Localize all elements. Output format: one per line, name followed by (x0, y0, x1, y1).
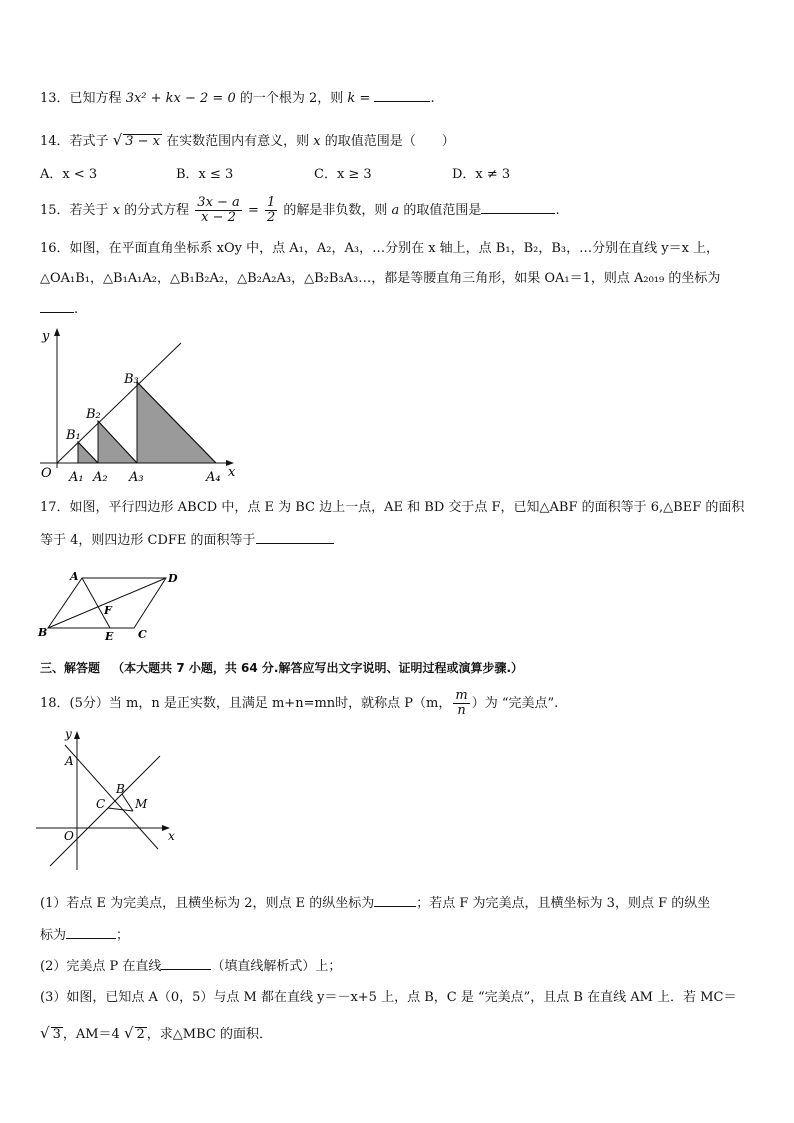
q18-frac-num: m (455, 688, 468, 703)
q15-eq: = (243, 203, 263, 218)
q15-mid: 的分式方程 (120, 203, 194, 218)
q15-suffix2: 的取值范围是 (399, 203, 482, 218)
q18-p1a: (1）若点 E 为完美点，且横坐标为 2，则点 E 的纵坐标为 (40, 896, 375, 911)
q15-frac-den: x − 2 (201, 210, 236, 225)
segment-cm (108, 808, 133, 811)
fig18-label-c: C (96, 797, 106, 811)
q14-option-b[interactable]: B．x ≤ 3 (176, 167, 234, 182)
q15-rhs-den: 2 (266, 210, 276, 225)
q18-p1-blank-e[interactable] (374, 894, 416, 907)
q18-part3-line1: (3）如图，已知点 A（0，5）与点 M 都在直线 y＝－x+5 上，点 B，C 是 “完美点”，且点 B 在直线 AM 上．若 MC＝ (40, 990, 737, 1005)
q15-var2: a (391, 203, 400, 218)
q18-p2-blank[interactable] (161, 957, 211, 970)
q14-prefix: 14．若式子 (40, 134, 113, 149)
q14-suffix2: 的取值范围是（ ） (320, 134, 455, 149)
q18-p2a: (2）完美点 P 在直线 (40, 959, 162, 974)
q13-mid: 的一个根为 2，则 (235, 91, 348, 106)
sqrt-symbol: √ (40, 1024, 50, 1042)
sqrt-symbol: √ (123, 1024, 134, 1042)
q13-var: k (347, 91, 356, 106)
fig17-label-f: F (104, 604, 112, 617)
q14-option-d[interactable]: D．x ≠ 3 (452, 167, 511, 182)
q18-p3-radicand-1: 3 (52, 1027, 61, 1042)
question-17-line1: 17．如图，平行四边形 ABCD 中，点 E 为 BC 边上一点，AE 和 BD 交于点 F，已知△ABF 的面积等于 6,△BEF 的面积 (40, 500, 745, 515)
q18-part3-line2 (40, 1024, 272, 1044)
question-16-line2: △OA₁B₁，△B₁A₁A₂，△B₁B₂A₂，△B₂A₂A₃，△B₂B₃A₃…，都是等腰直角三角形，如果 OA₁＝1，则点 A₂₀₁₉ 的坐标为 (40, 271, 721, 286)
q18-p1d: ； (116, 928, 130, 943)
fig16-label-b3: B₃ (124, 372, 139, 387)
fig16-label-y: y (42, 329, 50, 344)
q14-suffix: 在实数范围内有意义，则 (162, 134, 314, 149)
fig18-label-b: B (116, 782, 125, 796)
q14-option-a[interactable]: A．x < 3 (40, 167, 98, 182)
fig16-label-a1: A₁ (69, 470, 84, 485)
fig16-label-b1: B₁ (66, 428, 81, 443)
q18-p3-radicand-2: 2 (136, 1027, 145, 1042)
section-3-title: 三、解答题 (40, 661, 101, 675)
q14-var: x (313, 134, 321, 149)
q18-prefix: 18．(5分）当 m，n 是正实数，且满足 m+n=mn时，就称点 P（m， (40, 696, 452, 711)
q18-p2b: （填直线解析式）上； (211, 959, 342, 974)
q13-eq: = (355, 91, 375, 106)
q18-p1b: ；若点 F 为完美点，且横坐标为 3，则点 F 的纵坐 (416, 896, 711, 911)
q15-rhs-num: 1 (266, 195, 276, 210)
fig17-label-b: B (38, 626, 48, 639)
q13-equation: 3x² + kx − 2 = 0 (125, 91, 236, 106)
fig16-label-a3: A₃ (129, 470, 144, 485)
q18-part1-line1 (40, 894, 710, 913)
y-axis-arrow (74, 731, 80, 739)
q18-part2 (40, 957, 341, 976)
q14-radicand: 3 − x (125, 134, 161, 149)
fig16-label-o: O (41, 466, 52, 481)
q18-suffix: ）为 “完美点”. (471, 696, 559, 711)
q16-end: . (74, 302, 79, 317)
q14-option-c[interactable]: C．x ≥ 3 (314, 167, 372, 182)
question-16-line1: 16．如图，在平面直角坐标系 xOy 中，点 A₁，A₂，A₃，…分别在 x 轴上，点 B₁，B₂，B₃，…分别在直线 y＝x 上， (40, 241, 720, 256)
q13-prefix: 13．已知方程 (40, 91, 126, 106)
fig16-label-x: x (228, 465, 236, 480)
fig17-label-e: E (105, 630, 114, 643)
fig17-label-c: C (138, 628, 147, 641)
q18-frac-den: n (457, 703, 466, 718)
line-through-origin (50, 756, 160, 866)
fig18-label-y: y (65, 727, 72, 741)
q18-p1-blank-f[interactable] (66, 926, 116, 939)
section-3-note: （本大题共 7 小题，共 64 分.解答应写出文字说明、证明过程或演算步骤.） (112, 661, 524, 675)
fig18-label-a: A (65, 754, 74, 768)
q15-frac-num: 3x − a (197, 195, 240, 210)
q15-end: . (555, 203, 560, 218)
q18-p3c: ，求△MBC 的面积． (146, 1027, 272, 1042)
q18-p1c: 标为 (40, 928, 67, 943)
segment-bm (122, 794, 133, 811)
fig18-label-m: M (135, 797, 148, 811)
fig18-label-x: x (168, 829, 175, 843)
q15-prefix: 15．若关于 (40, 203, 113, 218)
sqrt-symbol: √ (112, 131, 123, 149)
fig16-label-b2: B₂ (86, 407, 101, 422)
fig17-label-d: D (168, 572, 178, 585)
q18-p3b: ，AM＝4 (62, 1027, 124, 1042)
q17-line2-text: 等于 4，则四边形 CDFE 的面积等于 (40, 533, 256, 548)
q15-var: x (112, 203, 121, 218)
q18-part1-line2 (40, 926, 129, 945)
fig18-label-o: O (64, 829, 74, 843)
fig17-label-a: A (70, 570, 79, 583)
fig16-label-a2: A₂ (93, 470, 108, 485)
q15-suffix: 的解是非负数，则 (279, 203, 392, 218)
q13-end: . (430, 91, 435, 106)
fig16-label-a4: A₄ (206, 470, 221, 485)
